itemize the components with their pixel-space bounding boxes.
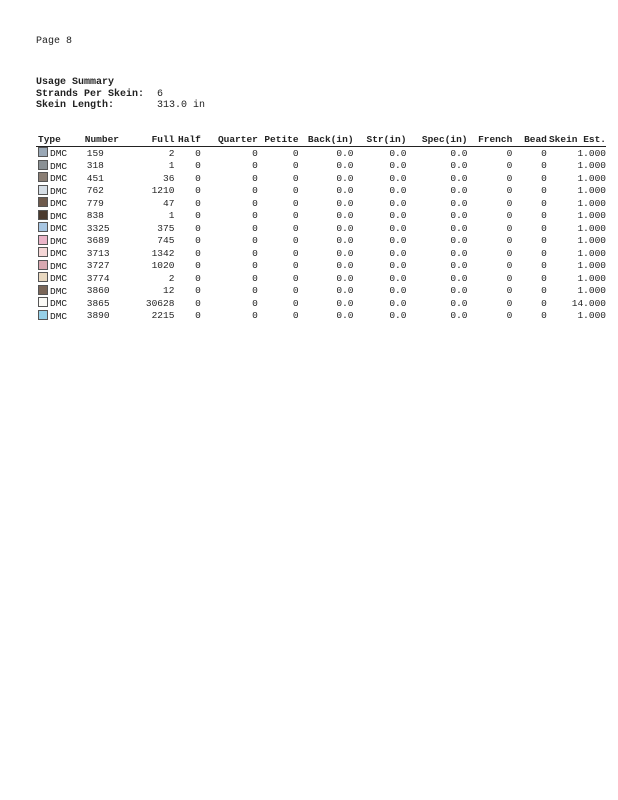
color-swatch — [38, 210, 48, 220]
row-str: 0.0 — [389, 260, 407, 271]
row-str: 0.0 — [389, 297, 407, 309]
row-french: 0 — [506, 185, 513, 196]
row-str: 0.0 — [389, 172, 407, 184]
row-bead: 0 — [541, 247, 547, 259]
table-row — [36, 247, 606, 260]
table-row — [36, 260, 606, 273]
row-bead: 0 — [541, 147, 547, 159]
col-back: Back(in) — [299, 134, 354, 147]
row-str: 0.0 — [389, 160, 407, 171]
row-half: 0 — [195, 247, 201, 259]
row-skein-est: 1.000 — [577, 272, 606, 284]
usage-table — [36, 134, 606, 322]
row-type — [36, 297, 81, 310]
row-bead: 0 — [541, 297, 547, 309]
row-skein-est: 1.000 — [577, 147, 606, 159]
row-quarter: 0 — [252, 147, 258, 159]
row-full: 2 — [168, 272, 175, 284]
row-type — [36, 172, 81, 185]
row-spec: 0.0 — [450, 285, 468, 296]
row-type — [36, 185, 81, 198]
row-half: 0 — [195, 235, 201, 246]
row-back: 0.0 — [336, 160, 354, 171]
row-petite: 0 — [292, 235, 299, 246]
table-row — [36, 222, 606, 235]
row-back: 0.0 — [336, 210, 354, 221]
row-type — [36, 247, 81, 260]
row-skein-est: 1.000 — [577, 247, 606, 259]
row-quarter: 0 — [252, 222, 258, 234]
row-french: 0 — [506, 235, 513, 246]
table-row — [36, 160, 606, 173]
row-skein-est: 1.000 — [577, 210, 606, 221]
row-bead: 0 — [541, 197, 547, 209]
thread-type: DMC — [50, 198, 68, 209]
row-bead: 0 — [541, 160, 547, 171]
row-full: 12 — [163, 285, 175, 296]
row-str: 0.0 — [389, 185, 407, 196]
row-half: 0 — [195, 222, 201, 234]
row-skein-est: 1.000 — [577, 235, 606, 246]
row-half: 0 — [195, 160, 201, 171]
row-number: 3713 — [86, 247, 110, 259]
row-half: 0 — [195, 147, 201, 159]
row-type — [36, 147, 81, 160]
table-row — [36, 210, 606, 223]
row-half: 0 — [195, 185, 201, 196]
row-spec: 0.0 — [450, 272, 468, 284]
color-swatch — [38, 285, 48, 295]
row-type — [36, 210, 81, 223]
row-str: 0.0 — [389, 147, 407, 159]
row-bead: 0 — [541, 185, 547, 196]
row-type — [36, 222, 81, 235]
row-number: 762 — [86, 185, 104, 196]
row-str: 0.0 — [389, 197, 407, 209]
row-bead: 0 — [541, 235, 547, 246]
row-number: 3860 — [86, 285, 110, 296]
col-quarter: Quarter — [201, 134, 258, 147]
table-row — [36, 297, 606, 310]
row-full: 1 — [168, 210, 175, 221]
row-quarter: 0 — [252, 197, 258, 209]
row-french: 0 — [506, 210, 513, 221]
row-number: 3325 — [86, 222, 110, 234]
row-quarter: 0 — [252, 272, 258, 284]
thread-type: DMC — [50, 185, 68, 197]
row-quarter: 0 — [252, 260, 258, 271]
summary-title: Usage Summary — [36, 77, 115, 88]
color-swatch — [38, 260, 48, 270]
row-spec: 0.0 — [450, 235, 468, 246]
row-str: 0.0 — [389, 247, 407, 259]
row-full: 47 — [163, 197, 175, 209]
row-number: 159 — [86, 147, 104, 159]
row-petite: 0 — [292, 272, 299, 284]
row-number: 451 — [86, 172, 104, 184]
row-french: 0 — [506, 172, 513, 184]
thread-type: DMC — [50, 210, 68, 222]
row-skein-est: 1.000 — [577, 285, 606, 296]
row-half: 0 — [195, 210, 201, 221]
row-back: 0.0 — [336, 297, 354, 309]
color-swatch — [38, 247, 48, 257]
row-back: 0.0 — [336, 285, 354, 296]
col-petite: Petite — [258, 134, 299, 147]
row-petite: 0 — [292, 160, 299, 171]
row-skein-est: 1.000 — [577, 185, 606, 196]
row-petite: 0 — [292, 297, 299, 309]
row-type — [36, 285, 81, 298]
row-skein-est: 1.000 — [577, 197, 606, 209]
row-spec: 0.0 — [450, 297, 468, 309]
color-swatch — [38, 160, 48, 170]
color-swatch — [38, 172, 48, 182]
thread-type: DMC — [50, 173, 68, 184]
row-half: 0 — [195, 172, 201, 184]
thread-type: DMC — [50, 248, 68, 259]
row-french: 0 — [506, 247, 513, 259]
row-quarter: 0 — [252, 310, 258, 321]
row-str: 0.0 — [389, 310, 407, 321]
row-type — [36, 160, 81, 173]
row-full: 1 — [168, 160, 175, 171]
row-spec: 0.0 — [450, 172, 468, 184]
row-half: 0 — [195, 310, 201, 321]
row-french: 0 — [506, 285, 513, 296]
table-row — [36, 235, 606, 248]
row-petite: 0 — [292, 210, 299, 221]
usage-summary — [36, 77, 205, 112]
table-row — [36, 185, 606, 198]
table-header-row — [36, 134, 606, 147]
color-swatch — [38, 235, 48, 245]
row-spec: 0.0 — [450, 185, 468, 196]
row-bead: 0 — [541, 310, 547, 321]
row-back: 0.0 — [336, 147, 354, 159]
thread-type: DMC — [50, 160, 68, 172]
row-full: 375 — [157, 222, 175, 234]
color-swatch — [38, 297, 48, 307]
row-full: 745 — [157, 235, 175, 246]
row-full: 1020 — [151, 260, 175, 271]
row-spec: 0.0 — [450, 197, 468, 209]
thread-type: DMC — [50, 285, 68, 297]
row-skein-est: 1.000 — [577, 310, 606, 321]
row-petite: 0 — [292, 285, 299, 296]
row-back: 0.0 — [336, 222, 354, 234]
row-french: 0 — [506, 260, 513, 271]
table-row — [36, 147, 606, 160]
row-spec: 0.0 — [450, 222, 468, 234]
color-swatch — [38, 222, 48, 232]
row-petite: 0 — [292, 172, 299, 184]
row-petite: 0 — [292, 197, 299, 209]
row-petite: 0 — [292, 185, 299, 196]
row-full: 36 — [163, 172, 175, 184]
row-french: 0 — [506, 272, 513, 284]
row-number: 318 — [86, 160, 104, 171]
row-quarter: 0 — [252, 210, 258, 221]
thread-type: DMC — [50, 235, 68, 247]
row-type — [36, 260, 81, 273]
table-row — [36, 272, 606, 285]
row-type — [36, 272, 81, 285]
row-number: 838 — [86, 210, 104, 221]
row-type — [36, 235, 81, 248]
row-type — [36, 310, 81, 323]
row-petite: 0 — [292, 247, 299, 259]
row-spec: 0.0 — [450, 210, 468, 221]
row-half: 0 — [195, 272, 201, 284]
thread-type: DMC — [50, 273, 68, 284]
row-full: 2215 — [151, 310, 175, 321]
row-french: 0 — [506, 197, 513, 209]
col-str: Str(in) — [354, 134, 407, 147]
thread-type: DMC — [50, 298, 68, 309]
row-number: 3689 — [86, 235, 110, 246]
row-french: 0 — [506, 160, 513, 171]
thread-type: DMC — [50, 260, 68, 272]
row-number: 3865 — [86, 297, 110, 309]
color-swatch — [38, 147, 48, 157]
row-skein-est: 1.000 — [577, 222, 606, 234]
color-swatch — [38, 185, 48, 195]
strands-label: Strands Per Skein: — [36, 88, 145, 100]
row-french: 0 — [506, 147, 513, 159]
row-full: 2 — [168, 147, 175, 159]
row-number: 3890 — [86, 310, 110, 321]
row-type — [36, 197, 81, 210]
row-back: 0.0 — [336, 197, 354, 209]
row-bead: 0 — [541, 222, 547, 234]
col-bead: Bead — [512, 134, 547, 147]
strands-value: 6 — [157, 88, 164, 100]
col-french: French — [468, 134, 513, 147]
row-number: 3727 — [86, 260, 110, 271]
row-skein-est: 14.000 — [571, 297, 606, 309]
col-skein-est: Skein Est. — [547, 134, 606, 147]
row-number: 779 — [86, 197, 104, 209]
row-str: 0.0 — [389, 210, 407, 221]
row-quarter: 0 — [252, 172, 258, 184]
row-quarter: 0 — [252, 160, 258, 171]
row-back: 0.0 — [336, 235, 354, 246]
row-quarter: 0 — [252, 297, 258, 309]
row-bead: 0 — [541, 210, 547, 221]
skein-length-value: 313.0 in — [157, 100, 206, 111]
row-str: 0.0 — [389, 235, 407, 246]
row-str: 0.0 — [389, 272, 407, 284]
thread-type: DMC — [50, 223, 68, 234]
row-petite: 0 — [292, 260, 299, 271]
table-row — [36, 285, 606, 298]
row-quarter: 0 — [252, 185, 258, 196]
skein-length-label: Skein Length: — [36, 100, 115, 111]
row-bead: 0 — [541, 260, 547, 271]
row-spec: 0.0 — [450, 160, 468, 171]
row-french: 0 — [506, 297, 513, 309]
row-skein-est: 1.000 — [577, 172, 606, 184]
row-spec: 0.0 — [450, 147, 468, 159]
row-number: 3774 — [86, 272, 110, 284]
row-petite: 0 — [292, 147, 299, 159]
color-swatch — [38, 197, 48, 207]
col-full: Full — [130, 134, 175, 147]
row-spec: 0.0 — [450, 310, 468, 321]
row-french: 0 — [506, 222, 513, 234]
thread-type: DMC — [50, 148, 68, 159]
row-petite: 0 — [292, 222, 299, 234]
row-back: 0.0 — [336, 185, 354, 196]
row-french: 0 — [506, 310, 513, 321]
page-number: Page 8 — [36, 36, 73, 47]
thread-type: DMC — [50, 310, 68, 322]
color-swatch — [38, 272, 48, 282]
table-row — [36, 197, 606, 210]
row-full: 30628 — [145, 297, 175, 309]
row-half: 0 — [195, 197, 201, 209]
row-str: 0.0 — [389, 285, 407, 296]
table-row — [36, 172, 606, 185]
col-spec: Spec(in) — [406, 134, 467, 147]
row-bead: 0 — [541, 272, 547, 284]
row-back: 0.0 — [336, 272, 354, 284]
row-bead: 0 — [541, 285, 547, 296]
color-swatch — [38, 310, 48, 320]
row-full: 1210 — [151, 185, 175, 196]
row-skein-est: 1.000 — [577, 160, 606, 171]
row-bead: 0 — [541, 172, 547, 184]
col-half: Half — [174, 134, 200, 147]
row-str: 0.0 — [389, 222, 407, 234]
row-half: 0 — [195, 297, 201, 309]
row-quarter: 0 — [252, 285, 258, 296]
row-full: 1342 — [151, 247, 175, 259]
row-back: 0.0 — [336, 310, 354, 321]
col-number: Number — [81, 134, 130, 147]
col-type: Type — [36, 134, 81, 147]
row-back: 0.0 — [336, 260, 354, 271]
row-back: 0.0 — [336, 172, 354, 184]
row-quarter: 0 — [252, 247, 258, 259]
row-spec: 0.0 — [450, 247, 468, 259]
row-petite: 0 — [292, 310, 299, 321]
row-half: 0 — [195, 260, 201, 271]
row-skein-est: 1.000 — [577, 260, 606, 271]
row-spec: 0.0 — [450, 260, 468, 271]
row-back: 0.0 — [336, 247, 354, 259]
table-row — [36, 310, 606, 323]
row-quarter: 0 — [252, 235, 258, 246]
row-half: 0 — [195, 285, 201, 296]
